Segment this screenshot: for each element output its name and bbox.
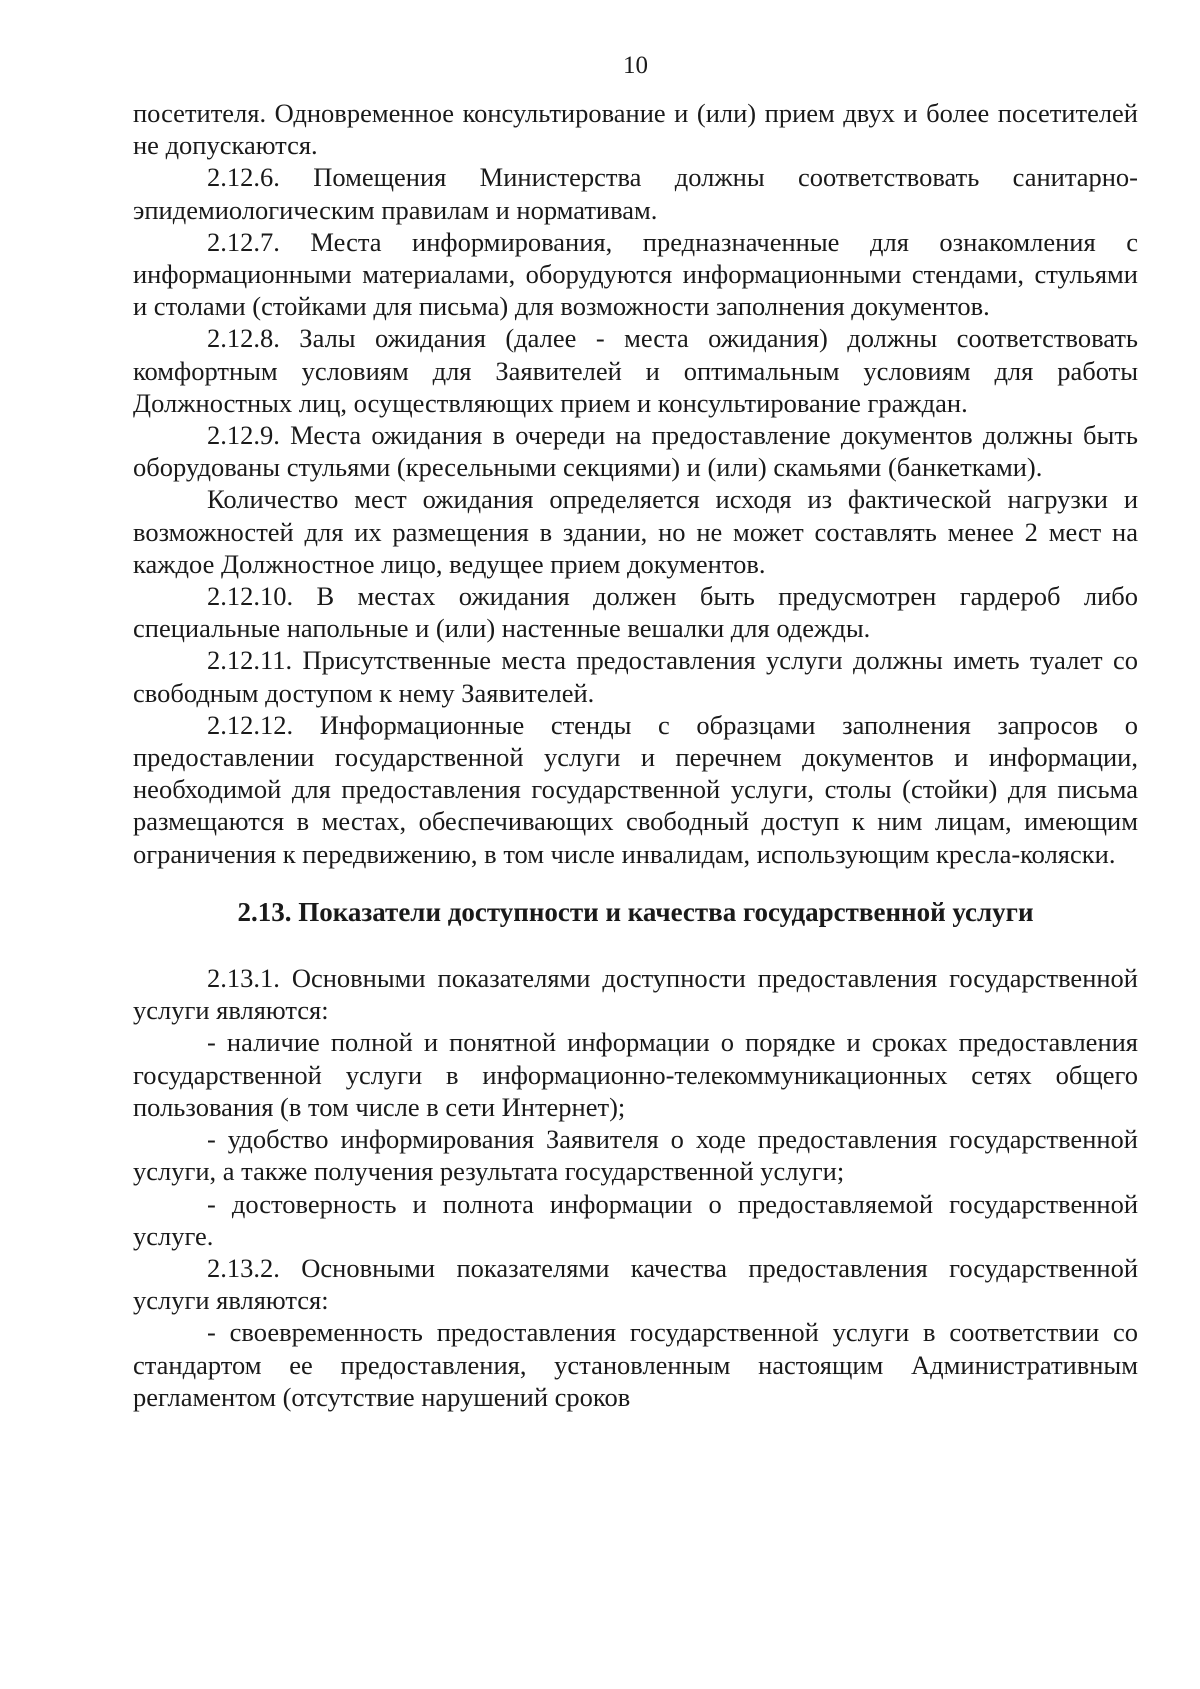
paragraph-2-12-10: 2.12.10. В местах ожидания должен быть предусмотрен гардероб либо специальные напольные и (или) настенные вешалки для одежды.	[133, 581, 1138, 644]
page-number: 10	[623, 52, 648, 79]
paragraph-2-13-2: 2.13.2. Основными показателями качества предоставления государственной услуги являются:	[133, 1252, 1138, 1316]
paragraph-2-12-8: 2.12.8. Залы ожидания (далее - места ожидания) должны соответствовать комфортным условиям для Заявителей и оптимальным условиям для работы Должностных лиц, осуществляющих прием и консультирование граждан.	[133, 323, 1138, 418]
list-item-timeliness: - своевременность предоставления государственной услуги в соответствии со стандартом ее предоставления, установленным настоящим Административным регламентом (отсутствие нарушений сроков	[133, 1317, 1138, 1412]
list-item-convenience: - удобство информирования Заявителя о ходе предоставления государственной услуги, а также получения результата государственной услуги;	[133, 1124, 1138, 1187]
list-item-reliability: - достоверность и полнота информации о предоставляемой государственной услуге.	[133, 1188, 1138, 1251]
document-body	[133, 97, 1138, 1413]
paragraph-2-12-7: 2.12.7. Места информирования, предназначенные для ознакомления с информационными материалами, оборудуются информационными стендами, стульями и столами (стойками для письма) для возможности заполнения документов.	[133, 226, 1138, 322]
paragraph-continuation: посетителя. Одновременное консультирование и (или) прием двух и более посетителей не допускаются.	[133, 98, 1138, 161]
section-heading-2-13: 2.13. Показатели доступности и качества государственной услуги	[237, 896, 1034, 927]
paragraph-2-12-6: 2.12.6. Помещения Министерства должны соответствовать санитарно-эпидемиологическим правилам и нормативам.	[133, 162, 1138, 225]
list-item-availability-info: - наличие полной и понятной информации о порядке и сроках предоставления государственной услуги в информационно-телекоммуникационных сетях общего пользования (в том числе в сети Интернет);	[133, 1027, 1138, 1122]
paragraph-2-12-12: 2.12.12. Информационные стенды с образцами заполнения запросов о предоставлении государственной услуги и перечнем документов и информации, необходимой для предоставления государственной услуги, столы (стойки) для письма размещаются в местах, обеспечивающих свободный доступ к ним лицам, имеющим ограничения к передвижению, в том числе инвалидам, использующим кресла-коляски.	[133, 709, 1138, 869]
paragraph-waiting-places-count: Количество мест ожидания определяется исходя из фактической нагрузки и возможностей для их размещения в здании, но не может составлять менее 2 мест на каждое Должностное лицо, ведущее прием документов.	[133, 484, 1138, 579]
paragraph-2-12-11: 2.12.11. Присутственные места предоставления услуги должны иметь туалет со свободным доступом к нему Заявителей.	[133, 645, 1138, 708]
paragraph-2-13-1: 2.13.1. Основными показателями доступности предоставления государственной услуги являются:	[133, 963, 1138, 1026]
paragraph-2-12-9: 2.12.9. Места ожидания в очереди на предоставление документов должны быть оборудованы стульями (кресельными секциями) и (или) скамьями (банкетками).	[133, 420, 1138, 483]
